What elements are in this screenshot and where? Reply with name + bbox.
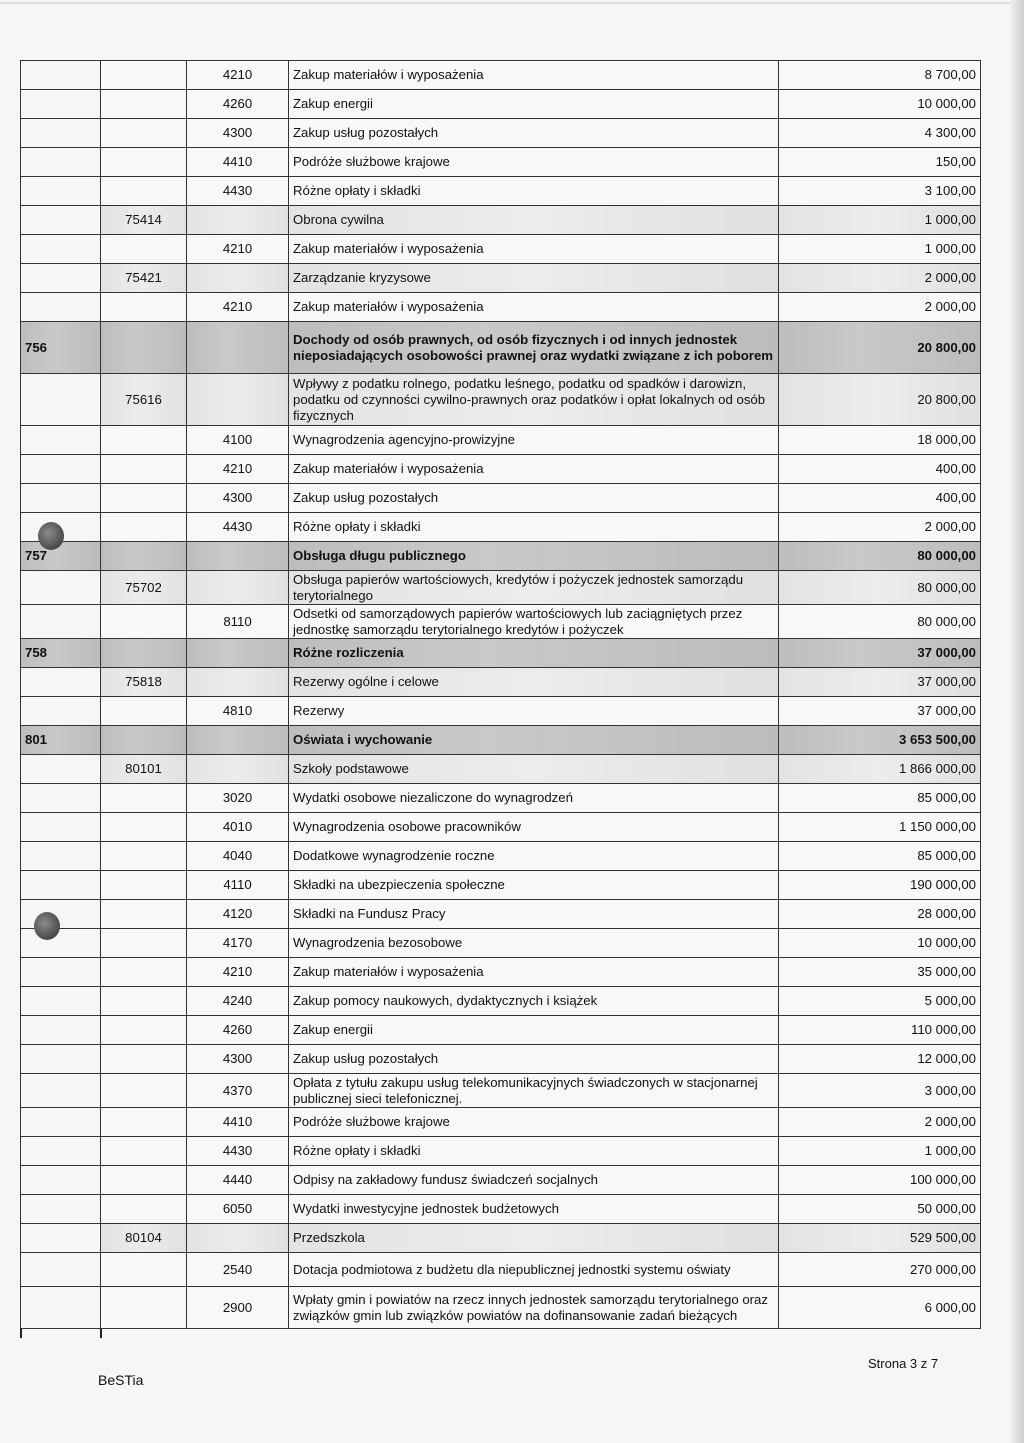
item-name: Różne opłaty i składki [289, 1137, 779, 1166]
dzial-code [21, 871, 101, 900]
dzial-code [21, 571, 101, 605]
item-name: Podróże służbowe krajowe [289, 148, 779, 177]
paragraf-code: 4210 [187, 293, 289, 322]
table-row [21, 322, 981, 374]
paragraf-code: 2540 [187, 1253, 289, 1287]
item-name: Przedszkola [289, 1224, 779, 1253]
rozdzial-code [101, 484, 187, 513]
dzial-code [21, 1224, 101, 1253]
dzial-code [21, 90, 101, 119]
item-name: Różne rozliczenia [289, 639, 779, 668]
dzial-code [21, 813, 101, 842]
dzial-code [21, 755, 101, 784]
rozdzial-code [101, 871, 187, 900]
item-name: Różne opłaty i składki [289, 513, 779, 542]
paragraf-code: 4300 [187, 1045, 289, 1074]
rozdzial-code [101, 293, 187, 322]
rozdzial-code: 75616 [101, 374, 187, 426]
amount-value: 2 000,00 [779, 264, 981, 293]
dzial-code [21, 1137, 101, 1166]
paragraf-code: 4260 [187, 1016, 289, 1045]
rozdzial-code: 75421 [101, 264, 187, 293]
table-row [21, 264, 981, 293]
dzial-code: 801 [21, 726, 101, 755]
amount-value: 37 000,00 [779, 668, 981, 697]
rozdzial-code [101, 1287, 187, 1329]
table-row [21, 542, 981, 571]
paragraf-code: 4170 [187, 929, 289, 958]
dzial-code [21, 61, 101, 90]
item-name: Zakup usług pozostałych [289, 1045, 779, 1074]
item-name: Rezerwy ogólne i celowe [289, 668, 779, 697]
rozdzial-code [101, 1195, 187, 1224]
table-row [21, 513, 981, 542]
rozdzial-code [101, 322, 187, 374]
rozdzial-code [101, 455, 187, 484]
item-name: Opłata z tytułu zakupu usług telekomunikacyjnych świadczonych w stacjonarnej publicznej sieci telefonicznej. [289, 1074, 779, 1108]
paragraf-code: 4240 [187, 987, 289, 1016]
table-row [21, 1108, 981, 1137]
rozdzial-code [101, 1137, 187, 1166]
amount-value: 1 000,00 [779, 235, 981, 264]
item-name: Wynagrodzenia bezosobowe [289, 929, 779, 958]
rozdzial-code [101, 148, 187, 177]
amount-value: 1 000,00 [779, 1137, 981, 1166]
table-row [21, 1016, 981, 1045]
table-row [21, 842, 981, 871]
amount-value: 5 000,00 [779, 987, 981, 1016]
amount-value: 6 000,00 [779, 1287, 981, 1329]
budget-table-body [21, 61, 981, 1329]
table-row [21, 293, 981, 322]
item-name: Składki na Fundusz Pracy [289, 900, 779, 929]
item-name: Zakup materiałów i wyposażenia [289, 455, 779, 484]
amount-value: 270 000,00 [779, 1253, 981, 1287]
paragraf-code: 2900 [187, 1287, 289, 1329]
paragraf-code: 4120 [187, 900, 289, 929]
rozdzial-code: 80101 [101, 755, 187, 784]
rozdzial-code [101, 90, 187, 119]
rozdzial-code [101, 1074, 187, 1108]
amount-value: 529 500,00 [779, 1224, 981, 1253]
table-row [21, 1287, 981, 1329]
amount-value: 400,00 [779, 484, 981, 513]
rozdzial-code [101, 697, 187, 726]
table-row [21, 61, 981, 90]
paragraf-code: 4440 [187, 1166, 289, 1195]
amount-value: 28 000,00 [779, 900, 981, 929]
rozdzial-code [101, 61, 187, 90]
table-row [21, 1045, 981, 1074]
rozdzial-code [101, 1166, 187, 1195]
footer-page-number: Strona 3 z 7 [868, 1356, 939, 1371]
item-name: Wynagrodzenia agencyjno-prowizyjne [289, 426, 779, 455]
table-row [21, 206, 981, 235]
rozdzial-code [101, 784, 187, 813]
paragraf-code [187, 639, 289, 668]
amount-value: 2 000,00 [779, 1108, 981, 1137]
amount-value: 3 653 500,00 [779, 726, 981, 755]
amount-value: 37 000,00 [779, 639, 981, 668]
rozdzial-code [101, 513, 187, 542]
rozdzial-code: 80104 [101, 1224, 187, 1253]
punch-hole-icon [34, 912, 60, 940]
rozdzial-code [101, 235, 187, 264]
dzial-code [21, 958, 101, 987]
table-row [21, 784, 981, 813]
amount-value: 20 800,00 [779, 374, 981, 426]
paragraf-code: 4210 [187, 455, 289, 484]
amount-value: 20 800,00 [779, 322, 981, 374]
table-row [21, 900, 981, 929]
item-name: Zakup energii [289, 1016, 779, 1045]
paragraf-code: 4370 [187, 1074, 289, 1108]
table-row [21, 1224, 981, 1253]
item-name: Dochody od osób prawnych, od osób fizycznych i od innych jednostek nieposiadających osobowości prawnej oraz wydatki związane z ich poborem [289, 322, 779, 374]
amount-value: 2 000,00 [779, 293, 981, 322]
dzial-code: 756 [21, 322, 101, 374]
dzial-code [21, 484, 101, 513]
amount-value: 400,00 [779, 455, 981, 484]
amount-value: 80 000,00 [779, 571, 981, 605]
amount-value: 80 000,00 [779, 605, 981, 639]
dzial-code [21, 374, 101, 426]
rozdzial-code [101, 542, 187, 571]
footer-software-name: BeSTia [98, 1372, 144, 1388]
table-row [21, 697, 981, 726]
amount-value: 10 000,00 [779, 90, 981, 119]
dzial-code [21, 697, 101, 726]
item-name: Zakup materiałów i wyposażenia [289, 235, 779, 264]
dzial-code [21, 148, 101, 177]
table-row [21, 755, 981, 784]
dzial-code [21, 1195, 101, 1224]
paragraf-code: 4430 [187, 513, 289, 542]
rozdzial-code [101, 1253, 187, 1287]
paragraf-code [187, 1224, 289, 1253]
amount-value: 110 000,00 [779, 1016, 981, 1045]
table-row [21, 374, 981, 426]
amount-value: 35 000,00 [779, 958, 981, 987]
dzial-code [21, 455, 101, 484]
paragraf-code [187, 571, 289, 605]
scan-edge-top [0, 2, 1024, 4]
rozdzial-code: 75702 [101, 571, 187, 605]
table-row [21, 726, 981, 755]
amount-value: 2 000,00 [779, 513, 981, 542]
paragraf-code: 4210 [187, 235, 289, 264]
amount-value: 4 300,00 [779, 119, 981, 148]
amount-value: 50 000,00 [779, 1195, 981, 1224]
table-row [21, 639, 981, 668]
item-name: Obsługa papierów wartościowych, kredytów i pożyczek jednostek samorządu terytorialnego [289, 571, 779, 605]
table-row [21, 571, 981, 605]
dzial-code [21, 605, 101, 639]
paragraf-code [187, 264, 289, 293]
paragraf-code: 4210 [187, 958, 289, 987]
item-name: Obsługa długu publicznego [289, 542, 779, 571]
table-row [21, 929, 981, 958]
paragraf-code: 4260 [187, 90, 289, 119]
amount-value: 18 000,00 [779, 426, 981, 455]
item-name: Zakup materiałów i wyposażenia [289, 293, 779, 322]
dzial-code [21, 668, 101, 697]
item-name: Różne opłaty i składki [289, 177, 779, 206]
rozdzial-code [101, 1016, 187, 1045]
dzial-code [21, 119, 101, 148]
item-name: Szkoły podstawowe [289, 755, 779, 784]
table-row [21, 148, 981, 177]
amount-value: 1 150 000,00 [779, 813, 981, 842]
dzial-code [21, 1287, 101, 1329]
paragraf-code: 4210 [187, 61, 289, 90]
paragraf-code: 4430 [187, 1137, 289, 1166]
table-row [21, 177, 981, 206]
rozdzial-code [101, 639, 187, 668]
item-name: Wpływy z podatku rolnego, podatku leśnego, podatku od spadków i darowizn, podatku od czynności cywilno-prawnych oraz podatków i opłat lokalnych od osób fizycznych [289, 374, 779, 426]
budget-table [20, 60, 981, 1329]
amount-value: 10 000,00 [779, 929, 981, 958]
dzial-code [21, 177, 101, 206]
item-name: Zakup materiałów i wyposażenia [289, 958, 779, 987]
rozdzial-code [101, 605, 187, 639]
dzial-code: 757 [21, 542, 101, 571]
paragraf-code: 4300 [187, 119, 289, 148]
table-row [21, 1074, 981, 1108]
amount-value: 37 000,00 [779, 697, 981, 726]
rozdzial-code [101, 177, 187, 206]
paragraf-code: 4040 [187, 842, 289, 871]
item-name: Dotacja podmiotowa z budżetu dla niepublicznej jednostki systemu oświaty [289, 1253, 779, 1287]
dzial-code [21, 1108, 101, 1137]
item-name: Odsetki od samorządowych papierów wartościowych lub zaciągniętych przez jednostkę samorządu terytorialnego kredytów i pożyczek [289, 605, 779, 639]
item-name: Wpłaty gmin i powiatów na rzecz innych jednostek samorządu terytorialnego oraz związków gmin lub związków powiatów na dofinansowanie zadań bieżących [289, 1287, 779, 1329]
rozdzial-code [101, 1045, 187, 1074]
item-name: Zakup usług pozostałych [289, 119, 779, 148]
dzial-code [21, 1074, 101, 1108]
scan-edge-right [1010, 0, 1024, 1443]
amount-value: 8 700,00 [779, 61, 981, 90]
paragraf-code [187, 726, 289, 755]
item-name: Podróże służbowe krajowe [289, 1108, 779, 1137]
dzial-code [21, 426, 101, 455]
table-row [21, 1253, 981, 1287]
amount-value: 85 000,00 [779, 784, 981, 813]
paragraf-code [187, 206, 289, 235]
paragraf-code: 4410 [187, 1108, 289, 1137]
item-name: Rezerwy [289, 697, 779, 726]
item-name: Zakup usług pozostałych [289, 484, 779, 513]
amount-value: 3 000,00 [779, 1074, 981, 1108]
table-row [21, 90, 981, 119]
item-name: Zarządzanie kryzysowe [289, 264, 779, 293]
amount-value: 12 000,00 [779, 1045, 981, 1074]
item-name: Zakup energii [289, 90, 779, 119]
rozdzial-code [101, 813, 187, 842]
dzial-code [21, 987, 101, 1016]
table-row [21, 668, 981, 697]
table-row [21, 455, 981, 484]
rozdzial-code [101, 1108, 187, 1137]
item-name: Zakup materiałów i wyposażenia [289, 61, 779, 90]
item-name: Obrona cywilna [289, 206, 779, 235]
amount-value: 190 000,00 [779, 871, 981, 900]
amount-value: 1 000,00 [779, 206, 981, 235]
table-row [21, 871, 981, 900]
punch-hole-icon [38, 522, 64, 550]
table-row [21, 987, 981, 1016]
paragraf-code: 4010 [187, 813, 289, 842]
amount-value: 150,00 [779, 148, 981, 177]
paragraf-code: 4100 [187, 426, 289, 455]
rozdzial-code [101, 426, 187, 455]
dzial-code [21, 842, 101, 871]
table-row [21, 119, 981, 148]
rozdzial-code [101, 987, 187, 1016]
rozdzial-code [101, 900, 187, 929]
item-name: Odpisy na zakładowy fundusz świadczeń socjalnych [289, 1166, 779, 1195]
table-row [21, 605, 981, 639]
paragraf-code: 8110 [187, 605, 289, 639]
amount-value: 1 866 000,00 [779, 755, 981, 784]
dzial-code [21, 264, 101, 293]
paragraf-code: 4810 [187, 697, 289, 726]
item-name: Wydatki inwestycyjne jednostek budżetowych [289, 1195, 779, 1224]
table-row [21, 1195, 981, 1224]
paragraf-code [187, 374, 289, 426]
amount-value: 3 100,00 [779, 177, 981, 206]
paragraf-code: 4430 [187, 177, 289, 206]
rozdzial-code: 75818 [101, 668, 187, 697]
rozdzial-code [101, 842, 187, 871]
item-name: Składki na ubezpieczenia społeczne [289, 871, 779, 900]
paragraf-code [187, 322, 289, 374]
amount-value: 80 000,00 [779, 542, 981, 571]
paragraf-code: 3020 [187, 784, 289, 813]
paragraf-code: 4410 [187, 148, 289, 177]
dzial-code [21, 1253, 101, 1287]
paragraf-code: 4110 [187, 871, 289, 900]
paragraf-code: 6050 [187, 1195, 289, 1224]
paragraf-code [187, 755, 289, 784]
table-row [21, 813, 981, 842]
item-name: Oświata i wychowanie [289, 726, 779, 755]
dzial-code [21, 929, 101, 958]
paragraf-code [187, 542, 289, 571]
rozdzial-code [101, 726, 187, 755]
table-row [21, 426, 981, 455]
item-name: Wynagrodzenia osobowe pracowników [289, 813, 779, 842]
item-name: Wydatki osobowe niezaliczone do wynagrodzeń [289, 784, 779, 813]
table-row [21, 958, 981, 987]
paragraf-code: 4300 [187, 484, 289, 513]
dzial-code [21, 900, 101, 929]
amount-value: 85 000,00 [779, 842, 981, 871]
dzial-code [21, 1166, 101, 1195]
table-row [21, 1166, 981, 1195]
table-row [21, 235, 981, 264]
dzial-code: 758 [21, 639, 101, 668]
rozdzial-code [101, 958, 187, 987]
dzial-code [21, 784, 101, 813]
amount-value: 100 000,00 [779, 1166, 981, 1195]
dzial-code [21, 206, 101, 235]
table-row [21, 484, 981, 513]
item-name: Dodatkowe wynagrodzenie roczne [289, 842, 779, 871]
rozdzial-code [101, 119, 187, 148]
paragraf-code [187, 668, 289, 697]
item-name: Zakup pomocy naukowych, dydaktycznych i książek [289, 987, 779, 1016]
table-row [21, 1137, 981, 1166]
rozdzial-code: 75414 [101, 206, 187, 235]
dzial-code [21, 1045, 101, 1074]
rozdzial-code [101, 929, 187, 958]
dzial-code [21, 235, 101, 264]
dzial-code [21, 293, 101, 322]
dzial-code [21, 1016, 101, 1045]
